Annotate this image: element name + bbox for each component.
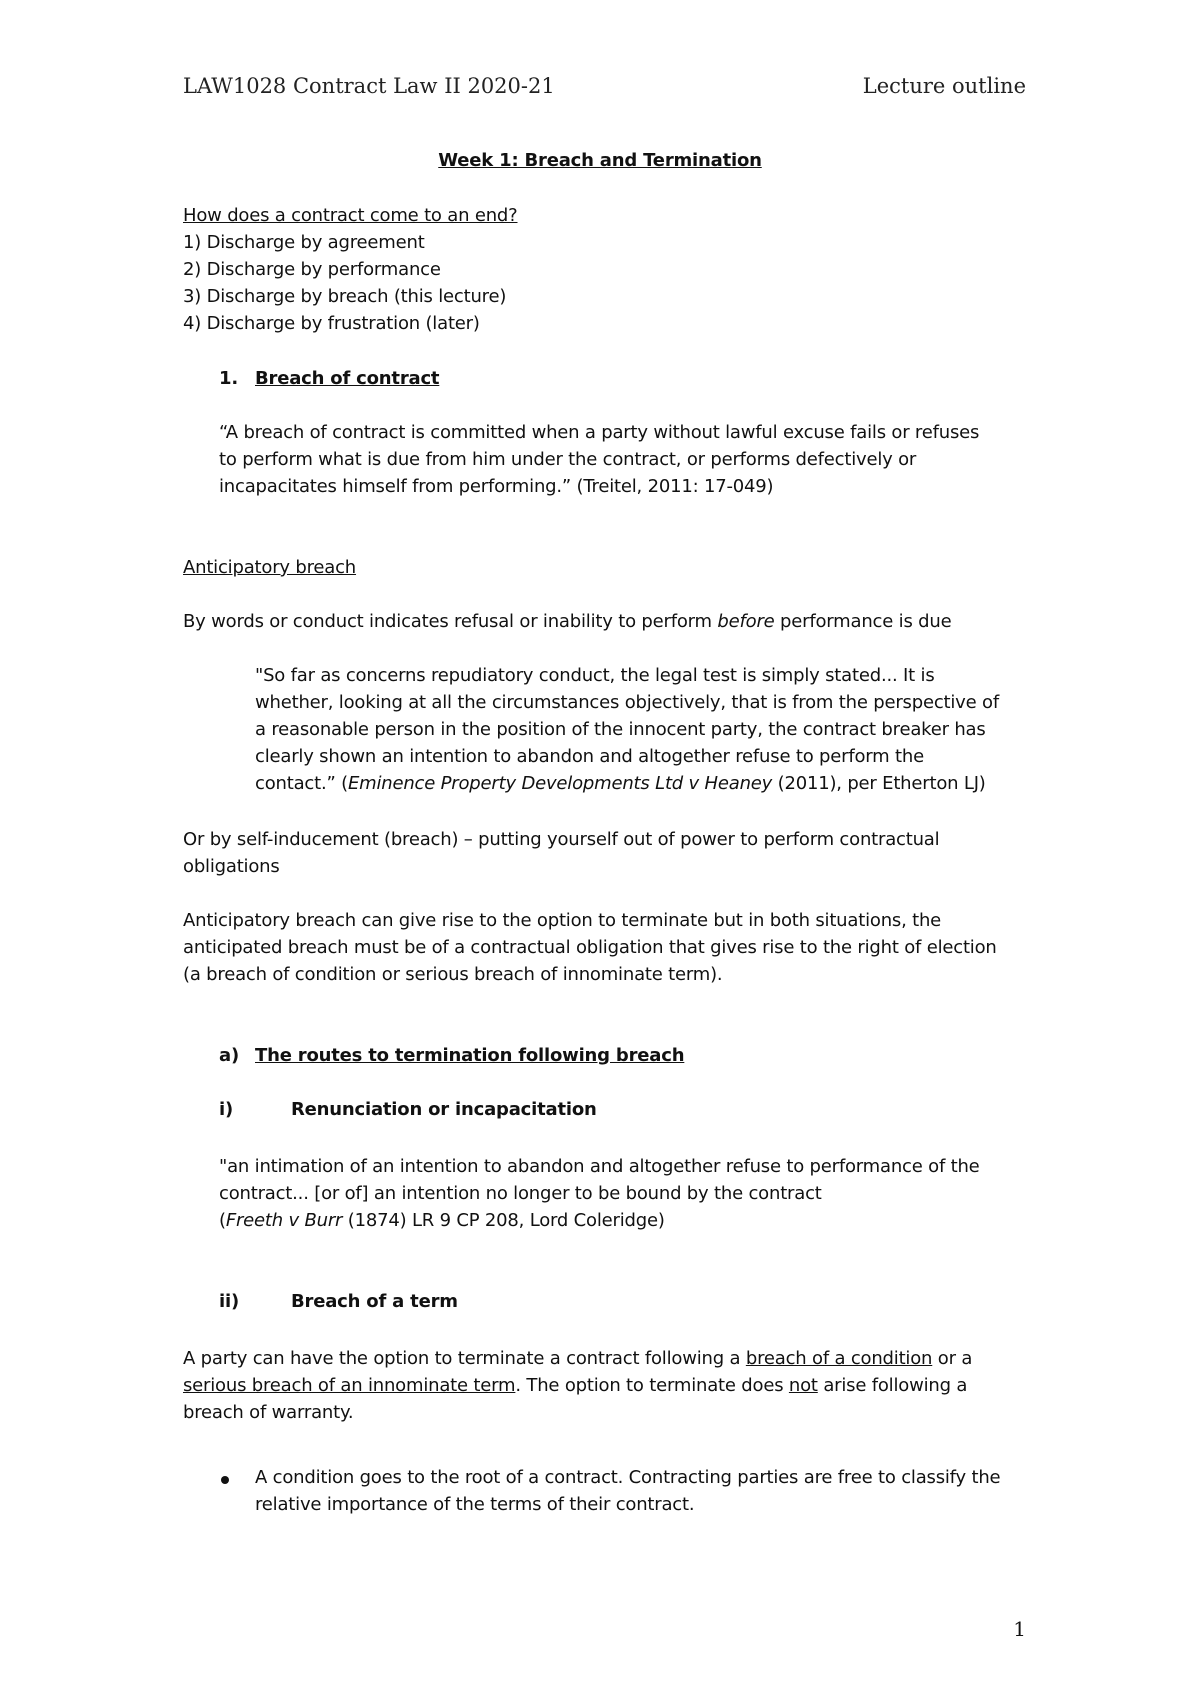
section-label: a)	[219, 1045, 239, 1066]
page-number: 1	[1013, 1617, 1026, 1641]
quote-line: to perform what is due from him under the contract, or performs defectively or	[219, 449, 917, 470]
page-title: Week 1: Breach and Termination	[438, 150, 762, 171]
self-inducement-paragraph: Or by self-inducement (breach) – putting yourself out of power to perform contractual obligations	[183, 829, 940, 877]
quote-line: a reasonable person in the position of the innocent party, the contract breaker has	[255, 719, 986, 740]
list-item: 3) Discharge by breach (this lecture)	[183, 286, 507, 307]
intro-question: How does a contract come to an end?	[183, 205, 518, 226]
case-citation: (Freeth v Burr (1874) LR 9 CP 208, Lord Coleridge)	[219, 1210, 665, 1231]
freeth-quote: "an intimation of an intention to abandon and altogether refuse to performance of the contract... [or of] an intention no longer to be bound by the contract (Freeth v Burr (1874) LR 9 CP 208, Lord Coleridge)	[219, 1153, 980, 1234]
section-heading: Breach of contract	[255, 368, 440, 389]
bullet-icon	[221, 1476, 229, 1484]
eminence-quote	[255, 662, 999, 797]
option-paragraph: Anticipatory breach can give rise to the option to terminate but in both situations, the anticipated breach must be of a contractual obligation that gives rise to the right of election (a breach of condition or serious breach of innominate term).	[183, 910, 997, 985]
breach-of-term-paragraph: A party can have the option to terminate a contract following a breach of a condition or a serious breach of an innominate term. The option to terminate does not arise following a breach of warranty.	[183, 1348, 973, 1423]
list-item: 2) Discharge by performance	[183, 259, 441, 280]
section-number: 1.	[219, 368, 238, 389]
header-course-title: LAW1028 Contract Law II 2020-21	[183, 74, 555, 98]
list-item: 4) Discharge by frustration (later)	[183, 313, 480, 334]
header-doc-type: Lecture outline	[862, 74, 1026, 98]
subsection-label: ii)	[219, 1291, 239, 1312]
quote-line: contact.” (Eminence Property Developments Ltd v Heaney (2011), per Etherton LJ)	[255, 773, 986, 794]
quote-line: "So far as concerns repudiatory conduct, the legal test is simply stated... It is	[255, 665, 935, 686]
subsection-heading: Renunciation or incapacitation	[291, 1099, 597, 1120]
subsection-heading: Anticipatory breach	[183, 557, 357, 578]
treitel-quote	[219, 419, 979, 500]
section-heading: The routes to termination following breach	[255, 1045, 685, 1066]
quote-line: incapacitates himself from performing.” (Treitel, 2011: 17-049)	[219, 476, 774, 497]
quote-line: “A breach of contract is committed when a party without lawful excuse fails or refuses	[219, 422, 980, 443]
subsection-label: i)	[219, 1099, 233, 1120]
list-item: 1) Discharge by agreement	[183, 232, 425, 253]
subsection-heading: Breach of a term	[291, 1291, 458, 1312]
quote-line: whether, looking at all the circumstances objectively, that is from the perspective of	[255, 692, 999, 713]
anticipatory-definition: By words or conduct indicates refusal or inability to perform before performance is due	[183, 611, 952, 632]
quote-line: clearly shown an intention to abandon and altogether refuse to perform the	[255, 746, 924, 767]
condition-bullet-text: A condition goes to the root of a contract. Contracting parties are free to classify the relative importance of the terms of their contract.	[255, 1467, 1001, 1515]
